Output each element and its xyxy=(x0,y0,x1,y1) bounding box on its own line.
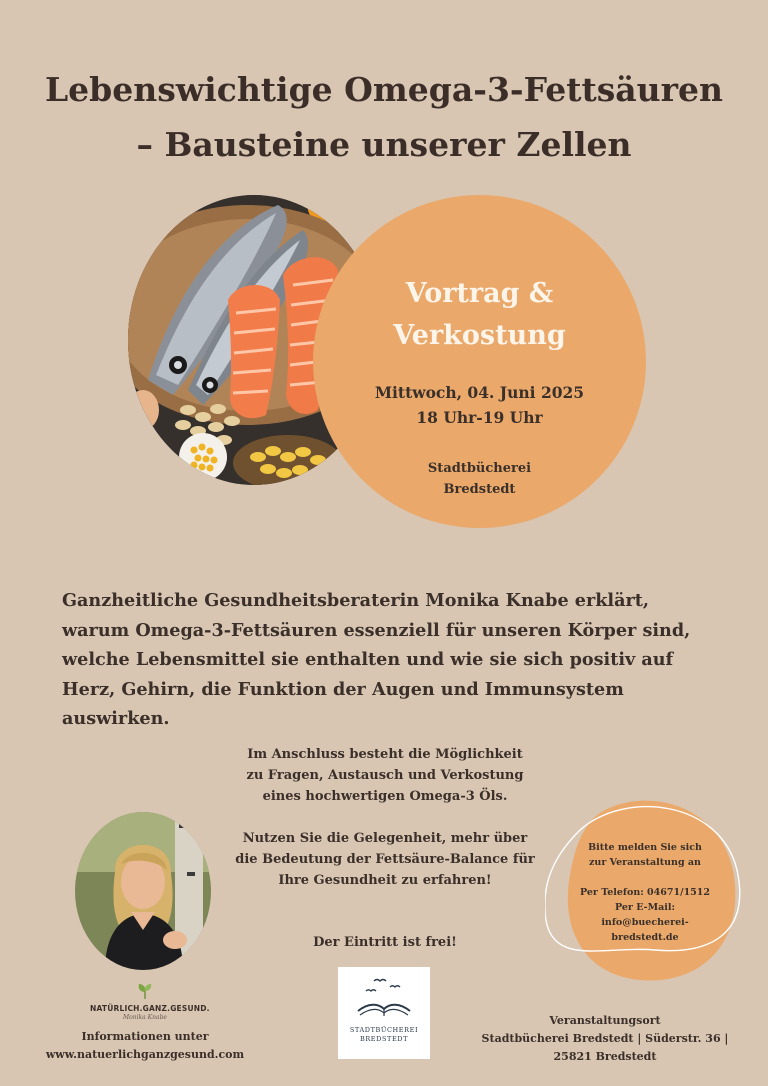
event-time: 18 Uhr-19 Uhr xyxy=(416,408,543,427)
library-logo xyxy=(338,967,430,1059)
event-location: Veranstaltungsort Stadtbücherei Bredstedt | Süderstr. 36 | 25821 Bredstedt xyxy=(470,1012,740,1066)
followup-paragraph: Im Anschluss besteht die Möglichkeit zu Fragen, Austausch und Verkostung eines hochwertigen Omega-3 Öls. xyxy=(246,747,524,804)
library-logo-text: STADTBÜCHEREI BREDSTEDT xyxy=(349,1026,419,1043)
event-headline: Vortrag & Verkostung xyxy=(393,278,566,351)
free-entry-text: Der Eintritt ist frei! xyxy=(313,935,457,950)
brand-logo xyxy=(90,982,210,1021)
opportunity-paragraph: Nutzen Sie die Gelegenheit, mehr über die Bedeutung der Fettsäure-Balance für Ihre Gesundheit zu erfahren! xyxy=(235,831,535,888)
website-link[interactable]: www.natuerlichganzgesund.com xyxy=(45,1048,245,1061)
intro-paragraph: Ganzheitliche Gesundheitsberaterin Monika Knabe erklärt, warum Omega-3-Fettsäuren essenziell für unseren Körper sind, welche Lebensmittel sie enthalten und wie sie sich positiv auf Herz, Gehirn, die Funktion der Augen und Immunsystem auswirken. xyxy=(62,590,691,729)
event-datetime xyxy=(313,380,646,430)
title-line-1: Lebenswichtige Omega-3-Fettsäuren xyxy=(44,70,724,109)
event-venue: Stadtbücherei Bredstedt xyxy=(427,461,532,497)
portrait-illustration xyxy=(75,812,211,970)
page-title xyxy=(0,62,768,172)
book-birds-icon xyxy=(338,967,430,1027)
registration-info: Bitte melden Sie sich zur Veranstaltung an Per Telefon: 04671/1512 Per E-Mail: info@buecherei- bredstedt.de xyxy=(575,840,715,945)
event-date: Mittwoch, 04. Juni 2025 xyxy=(374,383,585,402)
registration-phone: Per Telefon: 04671/1512 xyxy=(579,887,711,898)
brand-logo-signature: Monika Knabe xyxy=(123,1014,167,1021)
speaker-portrait xyxy=(75,812,211,970)
title-line-2: – Bausteine unserer Zellen xyxy=(136,125,632,164)
location-label: Veranstaltungsort xyxy=(549,1014,661,1027)
website-info: Informationen unter www.natuerlichganzgesund.com xyxy=(20,1028,270,1064)
registration-email: info@buecherei- bredstedt.de xyxy=(601,917,689,943)
leaf-icon xyxy=(136,982,154,1000)
brand-logo-name: NATÜRLICH.GANZ.GESUND. xyxy=(90,1004,210,1013)
